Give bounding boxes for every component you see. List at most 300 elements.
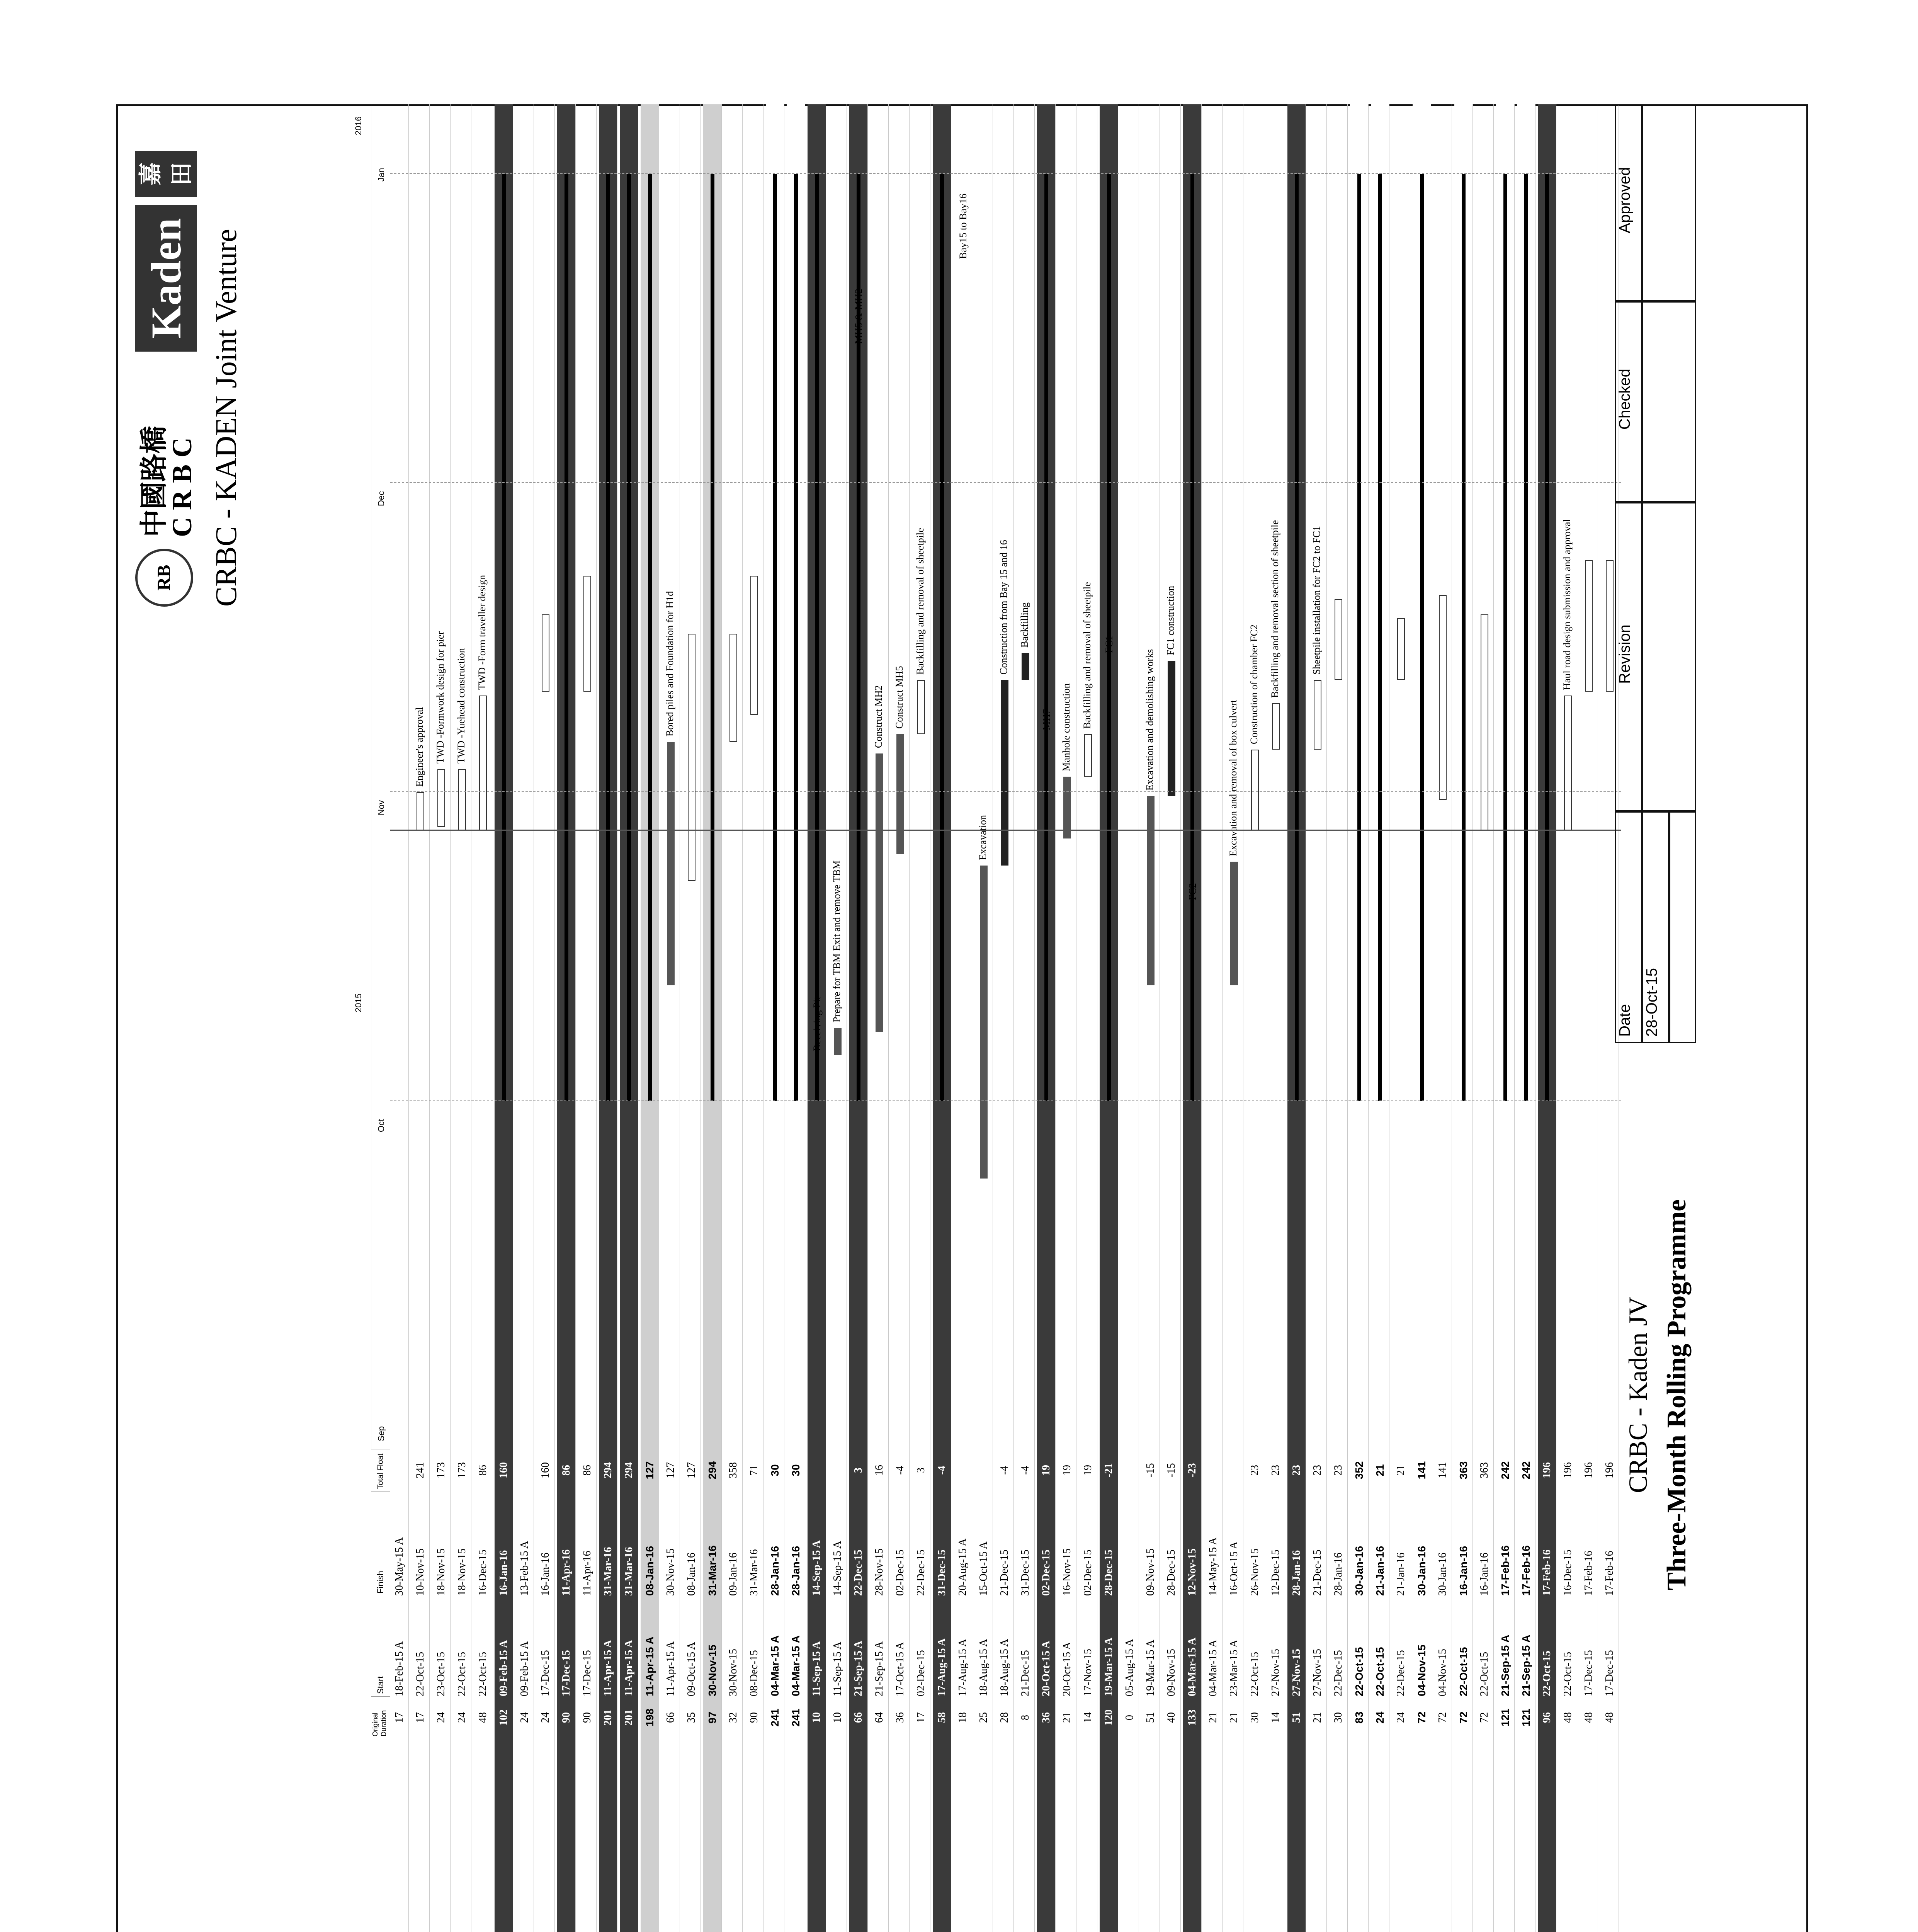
- activity-start: 22-Oct-15: [1457, 1647, 1469, 1696]
- activity-row: [974, 104, 993, 1932]
- activity-float: -23: [1186, 1463, 1198, 1478]
- activity-start: 18-Feb-15 A: [393, 1641, 405, 1696]
- activity-duration: 30: [1249, 1712, 1261, 1723]
- activity-duration: 25: [978, 1712, 990, 1723]
- activity-duration: 18: [957, 1712, 969, 1723]
- month-sep: Sep: [376, 1426, 386, 1441]
- activity-row: [1580, 104, 1598, 1932]
- activity-float: 196: [1583, 1462, 1595, 1478]
- activity-finish: 22-Dec-15: [852, 1549, 864, 1596]
- activity-finish: 30-Nov-15: [665, 1548, 677, 1596]
- activity-name: [1517, 1743, 1535, 1932]
- activity-finish: 12-Dec-15: [1270, 1549, 1282, 1596]
- activity-row: [1392, 104, 1410, 1932]
- activity-name: [1392, 1743, 1410, 1932]
- milestone-label: MH5 & MH2: [853, 288, 864, 344]
- gantt-bar: [1335, 599, 1342, 680]
- activity-finish: 28-Jan-16: [1332, 1553, 1344, 1596]
- activity-name: [1225, 1743, 1243, 1932]
- activity-finish: 09-Jan-16: [727, 1553, 739, 1596]
- section-row: [933, 104, 951, 1932]
- activity-row: [390, 104, 409, 1932]
- gantt-bar: [437, 769, 445, 827]
- activity-row: [1559, 104, 1577, 1932]
- summary-bar: [502, 174, 506, 1101]
- activity-duration: 10: [811, 1712, 823, 1723]
- activity-start: 22-Oct-15: [1249, 1651, 1261, 1696]
- activity-start: 09-Feb-15 A: [498, 1640, 510, 1696]
- summary-bar: [1420, 174, 1424, 1101]
- summary-bar: [1503, 174, 1507, 1101]
- summary-bar: [648, 174, 652, 1101]
- gantt-bar: [834, 1028, 842, 1055]
- gantt-bar-label: Excavation and demolishing works: [1144, 649, 1155, 791]
- col-header-start: Start: [371, 1596, 390, 1696]
- col-header-float: Total Float: [371, 1449, 390, 1492]
- gantt-bar: [542, 614, 549, 692]
- activity-row: [724, 104, 743, 1932]
- activity-finish: 16-Oct-15 A: [1228, 1541, 1240, 1596]
- activity-name: [495, 1743, 513, 1932]
- activity-float: [390, 1449, 409, 1492]
- activity-duration: 96: [1541, 1712, 1553, 1723]
- activity-float: [1204, 1449, 1223, 1492]
- summary-bar: [773, 174, 777, 1101]
- activity-start: 11-Apr-15 A: [623, 1640, 635, 1696]
- activity-name: [1287, 1743, 1306, 1932]
- activity-duration: 133: [1186, 1709, 1198, 1726]
- activity-finish: 31-Dec-15: [936, 1549, 948, 1596]
- revision-blank: [1642, 502, 1696, 811]
- summary-bar: [627, 174, 631, 1101]
- activity-finish: 14-Sep-15 A: [831, 1541, 843, 1596]
- activity-duration: 51: [1291, 1712, 1302, 1723]
- activity-float: 294: [623, 1462, 635, 1478]
- gantt-bar-label: Backfilling: [1019, 602, 1030, 648]
- activity-start: 17-Dec-15: [539, 1650, 551, 1696]
- gantt-bar: [1439, 595, 1447, 800]
- activity-float: [808, 1449, 826, 1492]
- activity-start: 22-Oct-15: [414, 1651, 426, 1696]
- activity-name: [1162, 1743, 1181, 1932]
- section-row: [1538, 104, 1556, 1932]
- gantt-bar: [688, 634, 695, 881]
- activity-finish: 28-Nov-15: [873, 1548, 885, 1596]
- activity-start: 30-Nov-15: [727, 1649, 739, 1696]
- gantt-bar-label: TWD -Yuehead construction: [456, 648, 467, 764]
- section-row: [599, 104, 617, 1932]
- gantt-bar: [583, 576, 591, 692]
- kaden-chinese-icon: 嘉 田: [135, 151, 197, 197]
- activity-name: [599, 1743, 617, 1932]
- summary-bar: [794, 174, 798, 1101]
- activity-start: 17-Dec-15: [581, 1650, 593, 1696]
- activity-finish: 17-Feb-16: [1520, 1545, 1532, 1596]
- activity-name: [974, 1743, 993, 1932]
- activity-duration: 64: [873, 1712, 885, 1723]
- activity-float: 242: [1499, 1461, 1511, 1480]
- section-row: [1371, 104, 1389, 1932]
- activity-duration: 28: [998, 1712, 1010, 1723]
- activity-duration: 48: [1562, 1712, 1574, 1723]
- activity-row: [453, 104, 471, 1932]
- section-row: [703, 104, 722, 1932]
- activity-float: -4: [936, 1466, 948, 1475]
- activity-float: [1121, 1449, 1139, 1492]
- activity-float: 173: [435, 1462, 447, 1478]
- activity-name: [1538, 1743, 1556, 1932]
- activity-duration: 17: [393, 1712, 405, 1723]
- activity-float: 71: [748, 1465, 760, 1476]
- section-row: [620, 104, 638, 1932]
- activity-finish: 30-Jan-16: [1437, 1553, 1449, 1596]
- activity-float: -4: [894, 1466, 906, 1475]
- activity-float: 23: [1249, 1465, 1261, 1476]
- approved-label: Approved: [1615, 104, 1642, 301]
- section-row: [787, 104, 805, 1932]
- logo-crbc: C R B C: [167, 437, 197, 537]
- activity-name: [453, 1743, 471, 1932]
- activity-duration: 83: [1353, 1711, 1365, 1724]
- activity-float: -21: [1103, 1463, 1115, 1478]
- activity-start: 04-Mar-15 A: [1207, 1639, 1219, 1696]
- activity-finish: 17-Feb-16: [1603, 1551, 1615, 1596]
- activity-duration: 72: [1437, 1712, 1449, 1723]
- activity-float: 30: [769, 1464, 781, 1476]
- activity-start: 17-Dec-15: [1583, 1650, 1595, 1696]
- activity-name: [1183, 1743, 1202, 1932]
- activity-name: [849, 1743, 868, 1932]
- gantt-bar: [980, 866, 988, 1179]
- activity-float: -4: [998, 1466, 1010, 1475]
- activity-float: [1225, 1449, 1243, 1492]
- activity-start: 22-Oct-15: [1478, 1651, 1490, 1696]
- activity-start: 05-Aug-15 A: [1124, 1639, 1136, 1696]
- activity-name: [724, 1743, 743, 1932]
- activity-start: 17-Aug-15 A: [936, 1638, 948, 1696]
- gantt-bar: [917, 680, 925, 734]
- col-header-duration: Original Duration: [371, 1696, 390, 1739]
- section-row: [1287, 104, 1306, 1932]
- activity-duration: 17: [915, 1712, 927, 1723]
- section-row: [849, 104, 868, 1932]
- activity-start: 11-Apr-15 A: [602, 1640, 614, 1696]
- activity-finish: [1121, 1495, 1139, 1596]
- activity-row: [1121, 104, 1139, 1932]
- activity-row: [891, 104, 910, 1932]
- activity-row: [995, 104, 1014, 1932]
- activity-row: [536, 104, 555, 1932]
- activity-name: [1600, 1743, 1619, 1932]
- activity-duration: 14: [1270, 1712, 1282, 1723]
- month-gridline: [390, 791, 1621, 792]
- activity-row: [432, 104, 451, 1932]
- gantt-bar: [1564, 696, 1572, 831]
- activity-name: [912, 1743, 930, 1932]
- activity-start: 19-Mar-15 A: [1103, 1637, 1115, 1696]
- activity-float: 141: [1437, 1462, 1449, 1478]
- activity-row: [1225, 104, 1243, 1932]
- month-jan: Jan: [376, 168, 386, 182]
- checked-label: Checked: [1615, 301, 1642, 502]
- activity-row: [1162, 104, 1181, 1932]
- gantt-bar-label: Engineer's approval: [414, 707, 425, 787]
- activity-duration: 121: [1520, 1708, 1532, 1727]
- gantt-bar: [1585, 560, 1593, 692]
- activity-finish: 28-Jan-16: [790, 1546, 802, 1596]
- activity-duration: 102: [498, 1709, 510, 1726]
- activity-row: [1016, 104, 1035, 1932]
- activity-duration: 35: [685, 1712, 697, 1723]
- activity-name: [1246, 1743, 1264, 1932]
- data-date-line: [390, 830, 1621, 831]
- gantt-bar-label: Excavation and removal of box culvert: [1228, 699, 1239, 856]
- activity-duration: 0: [1124, 1715, 1136, 1720]
- activity-finish: 14-Sep-15 A: [811, 1540, 823, 1596]
- activity-name: [515, 1743, 534, 1932]
- activity-float: 19: [1082, 1465, 1094, 1476]
- activity-name: [1433, 1743, 1452, 1932]
- summary-bar: [1044, 174, 1048, 1101]
- activity-name: [1100, 1743, 1118, 1932]
- activity-name: [682, 1743, 701, 1932]
- activity-finish: 18-Nov-15: [456, 1548, 468, 1596]
- activity-name: [870, 1743, 889, 1932]
- activity-float: 3: [852, 1468, 864, 1473]
- activity-finish: 09-Nov-15: [1144, 1548, 1156, 1596]
- activity-start: 27-Nov-15: [1291, 1649, 1302, 1696]
- activity-float: 160: [498, 1462, 510, 1478]
- activity-duration: 201: [602, 1709, 614, 1726]
- activity-name: [1496, 1743, 1515, 1932]
- gantt-bar-label: TWD -Formwork design for pier: [435, 631, 446, 764]
- activity-start: 09-Feb-15 A: [519, 1641, 531, 1696]
- gantt-bar-label: Prepare for TBM Exit and remove TBM: [831, 860, 842, 1022]
- gantt-bar-label: Excavation: [977, 815, 988, 860]
- activity-start: 11-Sep-15 A: [811, 1641, 823, 1696]
- summary-bar: [940, 174, 944, 1101]
- activity-float: 127: [665, 1462, 677, 1478]
- activity-finish: 30-Jan-16: [1353, 1546, 1365, 1596]
- activity-name: [933, 1743, 951, 1932]
- activity-start: 22-Oct-15: [456, 1651, 468, 1696]
- gantt-bar-label: Bored piles and Foundation for H1d: [664, 591, 675, 736]
- gantt-bar: [1147, 796, 1155, 985]
- activity-name: [1350, 1743, 1369, 1932]
- activity-name: [661, 1743, 680, 1932]
- activity-row: [1079, 104, 1097, 1932]
- activity-finish: 16-Jan-16: [1478, 1553, 1490, 1596]
- activity-float: 23: [1270, 1465, 1282, 1476]
- activity-duration: 51: [1144, 1712, 1156, 1723]
- activity-duration: 17: [414, 1712, 426, 1723]
- activity-name: [1559, 1743, 1577, 1932]
- gantt-bar: [1397, 618, 1405, 680]
- activity-start: 22-Dec-15: [1332, 1650, 1344, 1696]
- activity-name: [1037, 1743, 1056, 1932]
- activity-float: 294: [602, 1462, 614, 1478]
- activity-duration: 72: [1416, 1711, 1428, 1724]
- activity-finish: 15-Oct-15 A: [978, 1541, 990, 1596]
- activity-row: [1433, 104, 1452, 1932]
- gantt-bar: [876, 753, 883, 1032]
- activity-start: 11-Apr-15 A: [665, 1641, 677, 1696]
- activity-finish: 31-Mar-16: [602, 1547, 614, 1596]
- activity-start: 22-Dec-15: [1395, 1650, 1407, 1696]
- activity-name: [1371, 1743, 1389, 1932]
- summary-bar: [1462, 174, 1466, 1101]
- activity-finish: 12-Nov-15: [1186, 1548, 1198, 1596]
- activity-start: 18-Aug-15 A: [978, 1639, 990, 1696]
- gantt-bar: [1606, 560, 1614, 692]
- date-value: 28-Oct-15: [1642, 811, 1669, 1043]
- activity-name: [995, 1743, 1014, 1932]
- activity-name: [954, 1743, 972, 1932]
- activity-name: [557, 1743, 576, 1932]
- activity-start: 17-Oct-15 A: [894, 1642, 906, 1696]
- activity-start: 04-Nov-15: [1437, 1649, 1449, 1696]
- month-gridline: [390, 482, 1621, 483]
- activity-start: 21-Sep-15 A: [852, 1641, 864, 1696]
- activity-duration: 24: [435, 1712, 447, 1723]
- gantt-bar: [1084, 734, 1092, 777]
- activity-duration: 8: [1019, 1715, 1031, 1720]
- activity-duration: 40: [1165, 1712, 1177, 1723]
- activity-start: 23-Mar-15 A: [1228, 1639, 1240, 1696]
- activity-finish: 16-Dec-15: [477, 1549, 489, 1596]
- activity-start: 22-Oct-15: [477, 1651, 489, 1696]
- activity-start: 19-Mar-15 A: [1144, 1639, 1156, 1696]
- activity-finish: 21-Jan-16: [1374, 1546, 1386, 1596]
- gantt-bar: [667, 742, 675, 985]
- section-row: [1454, 104, 1473, 1932]
- activity-float: -4: [1019, 1466, 1031, 1475]
- summary-bar: [1378, 174, 1382, 1101]
- activity-name: [703, 1743, 722, 1932]
- activity-duration: 21: [1207, 1712, 1219, 1723]
- activity-float: 21: [1374, 1464, 1386, 1476]
- activity-float: 127: [644, 1461, 656, 1480]
- summary-bar: [815, 174, 819, 1101]
- gantt-bar: [479, 696, 487, 831]
- activity-start: 27-Nov-15: [1311, 1649, 1323, 1696]
- activity-float: 241: [414, 1462, 426, 1478]
- gantt-bar-label: TWD -Form traveller design: [476, 575, 488, 690]
- activity-float: 352: [1353, 1461, 1365, 1480]
- activity-finish: 31-Mar-16: [706, 1545, 718, 1596]
- activity-finish: 02-Dec-15: [1040, 1549, 1052, 1596]
- section-row: [1413, 104, 1431, 1932]
- programme-title: Three-Month Rolling Programme: [1662, 1199, 1692, 1591]
- activity-finish: 02-Dec-15: [1082, 1549, 1094, 1596]
- activity-finish: 16-Dec-15: [1562, 1549, 1574, 1596]
- gantt-bar: [1022, 653, 1029, 680]
- activity-start: 17-Dec-15: [560, 1650, 572, 1696]
- activity-finish: 28-Jan-16: [769, 1546, 781, 1596]
- gantt-bar: [1314, 680, 1321, 750]
- activity-finish: 08-Jan-16: [644, 1546, 656, 1596]
- checked-blank: [1642, 301, 1696, 502]
- section-row: [1517, 104, 1535, 1932]
- activity-name: [1204, 1743, 1223, 1932]
- activity-duration: 14: [1082, 1712, 1094, 1723]
- activity-float: 242: [1520, 1461, 1532, 1480]
- activity-start: 04-Nov-15: [1416, 1645, 1428, 1696]
- activity-float: -15: [1165, 1463, 1177, 1478]
- activity-start: 09-Oct-15 A: [685, 1642, 697, 1696]
- activity-finish: 17-Feb-16: [1583, 1551, 1595, 1596]
- activity-duration: 121: [1499, 1708, 1511, 1727]
- activity-duration: 24: [1374, 1711, 1386, 1724]
- activity-duration: 201: [623, 1709, 635, 1726]
- activity-finish: 11-Apr-16: [581, 1551, 593, 1596]
- activity-duration: 241: [769, 1708, 781, 1727]
- activity-row: [1246, 104, 1264, 1932]
- activity-duration: 21: [1311, 1712, 1323, 1723]
- activity-float: 21: [1395, 1465, 1407, 1476]
- activity-start: 18-Aug-15 A: [998, 1639, 1010, 1696]
- activity-row: [1475, 104, 1494, 1932]
- activity-name: [1308, 1743, 1327, 1932]
- summary-bar: [1357, 174, 1361, 1101]
- activity-float: 363: [1478, 1462, 1490, 1478]
- activity-float: -15: [1144, 1463, 1156, 1478]
- activity-start: 23-Oct-15: [435, 1651, 447, 1696]
- activity-row: [578, 104, 597, 1932]
- activity-start: 09-Nov-15: [1165, 1649, 1177, 1696]
- activity-finish: 21-Jan-16: [1395, 1553, 1407, 1596]
- date-label: Date: [1615, 811, 1642, 1043]
- activity-duration: 72: [1457, 1711, 1469, 1724]
- activity-float: 196: [1562, 1462, 1574, 1478]
- activity-finish: 16-Jan-16: [498, 1550, 510, 1596]
- activity-name: [891, 1743, 910, 1932]
- activity-row: [1329, 104, 1348, 1932]
- activity-duration: 30: [1332, 1712, 1344, 1723]
- activity-row: [745, 104, 763, 1932]
- logo-chinese: 中國路橋: [139, 425, 170, 537]
- activity-finish: 16-Jan-16: [1457, 1546, 1469, 1596]
- activity-float: 160: [539, 1462, 551, 1478]
- gantt-bar: [750, 576, 758, 715]
- activity-float: 86: [477, 1465, 489, 1476]
- summary-bar: [1295, 174, 1299, 1101]
- activity-name: [1580, 1743, 1598, 1932]
- activity-row: [682, 104, 701, 1932]
- activity-start: 20-Oct-15 A: [1040, 1641, 1052, 1696]
- summary-bar: [606, 174, 610, 1101]
- activity-finish: 26-Nov-15: [1249, 1548, 1261, 1596]
- section-row: [766, 104, 784, 1932]
- activity-name: [745, 1743, 763, 1932]
- activity-row: [954, 104, 972, 1932]
- activity-float: 23: [1311, 1465, 1323, 1476]
- activity-name: [390, 1743, 409, 1932]
- section-row: [1350, 104, 1369, 1932]
- gantt-bar-label: Backfilling and removal of sheetpile: [1081, 582, 1093, 729]
- activity-float: 86: [581, 1465, 593, 1476]
- activity-finish: 31-Mar-16: [748, 1549, 760, 1596]
- summary-bar: [565, 174, 568, 1101]
- gantt-bar: [1251, 750, 1259, 831]
- gantt-bar: [1272, 703, 1280, 750]
- year-2015: 2015: [354, 993, 363, 1012]
- activity-float: 127: [685, 1462, 697, 1478]
- activity-start: 17-Aug-15 A: [957, 1639, 969, 1696]
- activity-row: [474, 104, 492, 1932]
- activity-finish: 31-Dec-15: [1019, 1549, 1031, 1596]
- summary-bar: [1190, 174, 1194, 1101]
